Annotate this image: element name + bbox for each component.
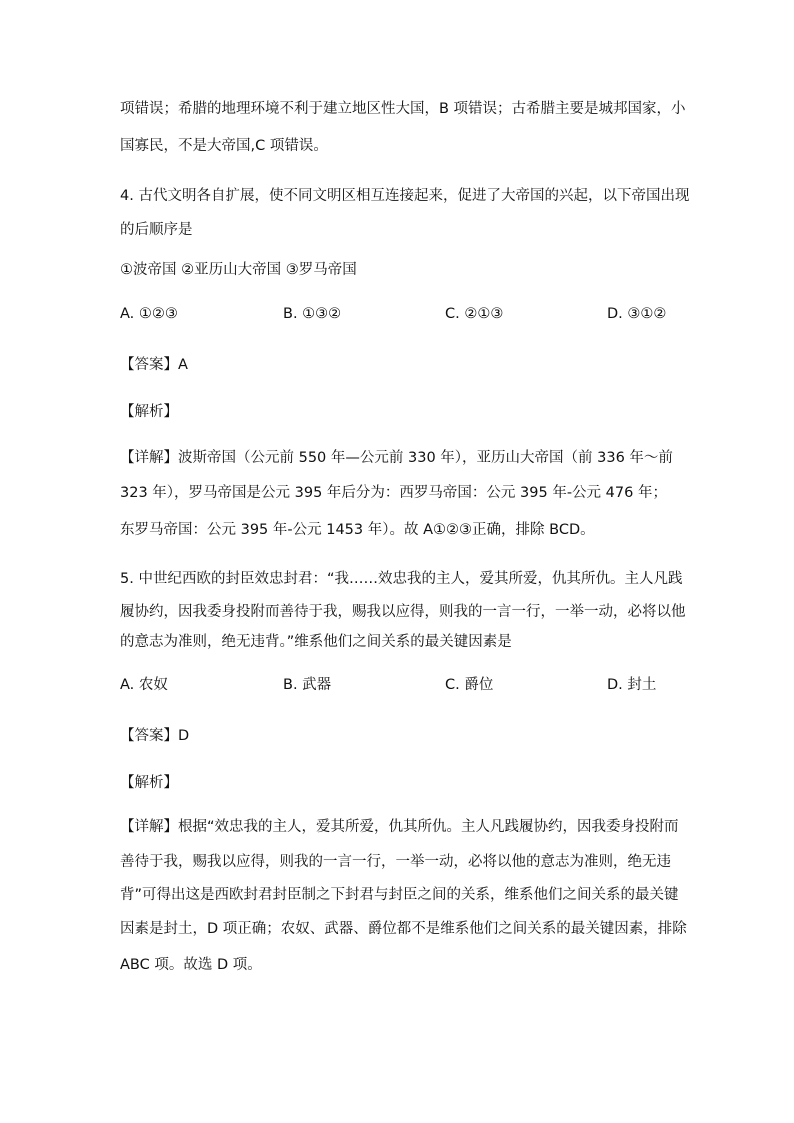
q4-option-d: D. ③①② bbox=[607, 306, 667, 322]
q4-answer-label: 【答案】 bbox=[120, 357, 178, 373]
q4-items: ①波帝国 ②亚历山大帝国 ③罗马帝国 bbox=[120, 262, 357, 278]
q4-detail-line-3: 东罗马帝国：公元 395 年-公元 1453 年）。故 A①②③正确，排除 BCD。 bbox=[120, 522, 595, 538]
q4-option-a: A. ①②③ bbox=[120, 306, 178, 322]
q4-answer bbox=[120, 356, 188, 374]
q4-option-c: C. ②①③ bbox=[445, 306, 504, 322]
q5-option-d: D. 封土 bbox=[607, 677, 657, 693]
q4-stem-line-2: 的后顺序是 bbox=[120, 222, 193, 238]
q5-option-c: C. 爵位 bbox=[445, 677, 494, 693]
q5-stem-line-3: 的意志为准则，绝无违背。”维系他们之间关系的最关键因素是 bbox=[120, 634, 512, 650]
continuation-line-1: 项错误；希腊的地理环境不利于建立地区性大国，B 项错误；古希腊主要是城邦国家，小 bbox=[120, 101, 686, 117]
continuation-line-2: 国寡民，不是大帝国,C 项错误。 bbox=[120, 138, 328, 154]
q5-analysis-label: 【解析】 bbox=[120, 775, 178, 791]
q4-answer-value: A bbox=[178, 357, 188, 373]
q4-analysis-label: 【解析】 bbox=[120, 404, 178, 420]
q4-detail-line-1: 【详解】波斯帝国（公元前 550 年—公元前 330 年），亚历山大帝国（前 336 年～前 bbox=[120, 450, 673, 466]
q4-stem-line-1: 4. 古代文明各自扩展，使不同文明区相互连接起来，促进了大帝国的兴起，以下帝国出现 bbox=[120, 188, 690, 204]
q5-detail-line-1: 【详解】根据“效忠我的主人，爱其所爱，仇其所仇。主人凡践履协约，因我委身投附而 bbox=[120, 819, 679, 835]
q5-answer bbox=[120, 727, 189, 745]
q5-detail-line-2: 善待于我，赐我以应得，则我的一言一行，一举一动，必将以他的意志为准则，绝无违 bbox=[120, 854, 671, 870]
q5-answer-label: 【答案】 bbox=[120, 728, 178, 744]
q5-detail-line-5: ABC 项。故选 D 项。 bbox=[120, 957, 262, 973]
q5-answer-value: D bbox=[178, 728, 190, 744]
q5-option-a: A. 农奴 bbox=[120, 677, 168, 693]
q5-detail-line-4: 因素是封土，D 项正确；农奴、武器、爵位都不是维系他们之间关系的最关键因素，排除 bbox=[120, 921, 687, 937]
q5-stem-line-2: 履协约，因我委身投附而善待于我，赐我以应得，则我的一言一行，一举一动，必将以他 bbox=[120, 604, 686, 620]
q4-option-b: B. ①③② bbox=[283, 306, 342, 322]
q5-stem-line-1: 5. 中世纪西欧的封臣效忠封君：“我……效忠我的主人，爱其所爱，仇其所仇。主人凡践 bbox=[120, 571, 683, 587]
q5-detail-line-3: 背”可得出这是西欧封君封臣制之下封君与封臣之间的关系，维系他们之间关系的最关键 bbox=[120, 887, 679, 903]
q4-detail-line-2: 323 年），罗马帝国是公元 395 年后分为：西罗马帝国：公元 395 年-公元 476 年； bbox=[120, 485, 667, 501]
q5-option-b: B. 武器 bbox=[283, 677, 332, 693]
